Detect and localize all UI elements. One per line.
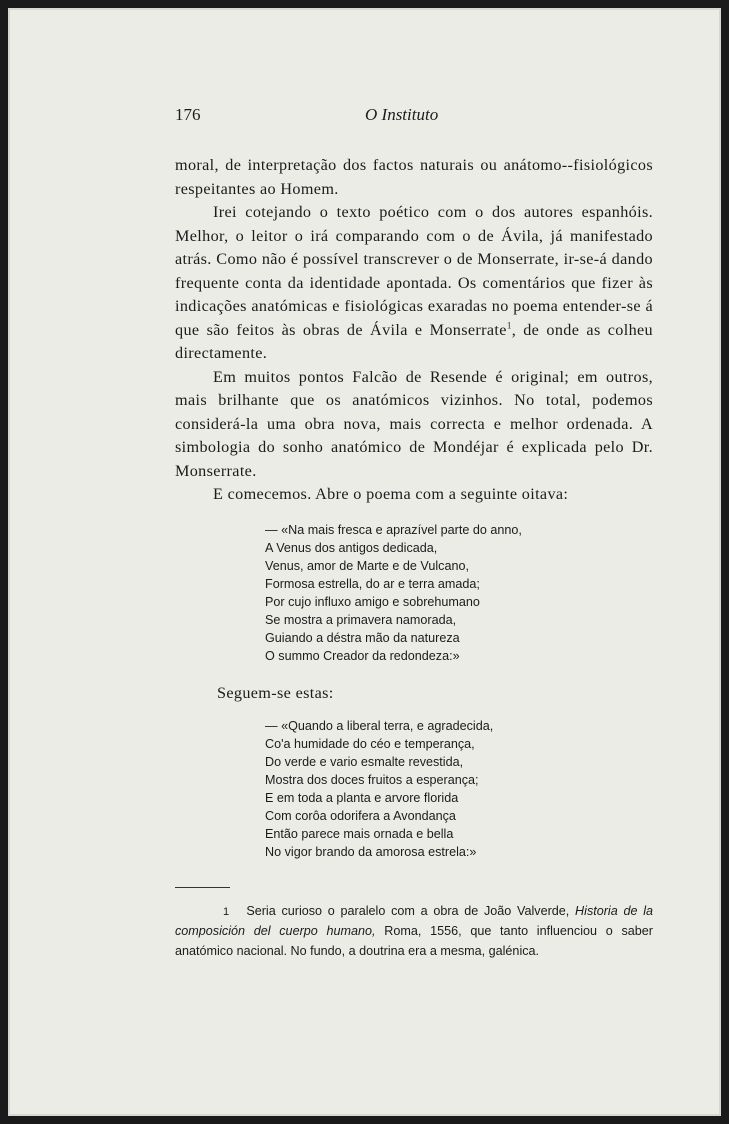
paragraph-2 (175, 201, 653, 366)
paragraph-2-text: Irei cotejando o texto poético com o dos autores espanhóis. Melhor, o leitor o irá comparando com o de Ávila, já manifestado atrás. Como não é possível transcrever o de Monserrate, ir-se-á dando frequente conta da identidade apontada. Os comentários que fizer às indicações anatómicas e fisiológicas exaradas no poema entender-se á que são feitos às obras de Ávila e Monserrate (175, 203, 653, 339)
verse-stanza-2 (265, 717, 653, 861)
transition-line: Seguem-se estas: (217, 683, 334, 702)
verse-line: Com corôa odorifera a Avondança (265, 808, 456, 823)
verse-line: Formosa estrella, do ar e terra amada; (265, 576, 480, 591)
verse-stanza-1 (265, 521, 653, 665)
page-header (175, 105, 653, 127)
running-title: O Instituto (365, 105, 439, 124)
verse-line: Mostra dos doces fruitos a esperança; (265, 772, 479, 787)
footnote-text-before: Seria curioso o paralelo com a obra de João Valverde, (246, 903, 570, 918)
verse-line: Por cujo influxo amigo e sobrehumano (265, 594, 480, 609)
footnote (175, 902, 653, 962)
body-text (175, 154, 653, 507)
paragraph-2-tail: , de onde as colheu directamente. (175, 320, 653, 362)
verse-line: — «Quando a liberal terra, e agradecida, (265, 718, 494, 733)
paragraph-3: Em muitos pontos Falcão de Resende é original; em outros, mais brilhante que os anatómicos vizinhos. No total, podemos considerá-la uma obra nova, mais correcta e melhor ordenada. A simbologia do sonho anatómico de Mondéjar é explicada pelo Dr. Monserrate. (175, 367, 653, 480)
footnote-book-title: Historia de la composición del cuerpo humano, (175, 903, 654, 938)
page-number: 176 (175, 105, 201, 124)
document-page (8, 8, 721, 1116)
footnote-divider (175, 887, 230, 888)
verse-line: E em toda a planta e arvore florida (265, 790, 459, 805)
paragraph-4: E comecemos. Abre o poema com a seguinte oitava: (213, 485, 569, 503)
verse-line: No vigor brando da amorosa estrela:» (265, 844, 477, 859)
footnote-reference: 1 (506, 320, 512, 331)
verse-line: Do verde e vario esmalte revestida, (265, 754, 464, 769)
footnote-text-after: Roma, 1556, que tanto influenciou o saber anatómico nacional. No fundo, a doutrina era a mesma, galénica. (175, 924, 653, 958)
page-content (175, 105, 653, 961)
verse-line: O summo Creador da redondeza:» (265, 648, 460, 663)
verse-line: A Venus dos antigos dedicada, (265, 540, 438, 555)
verse-line: Se mostra a primavera namorada, (265, 612, 457, 627)
verse-line: Guiando a déstra mão da natureza (265, 630, 460, 645)
verse-line: Co'a humidade do céo e temperança, (265, 736, 475, 751)
footnote-mark: 1 (223, 905, 230, 918)
paragraph-1: moral, de interpretação dos factos naturais ou anátomo--fisiológicos respeitantes ao Homem. (175, 156, 653, 198)
verse-line: — «Na mais fresca e aprazível parte do anno, (265, 522, 522, 537)
verse-line: Então parece mais ornada e bella (265, 826, 454, 841)
verse-line: Venus, amor de Marte e de Vulcano, (265, 558, 469, 573)
